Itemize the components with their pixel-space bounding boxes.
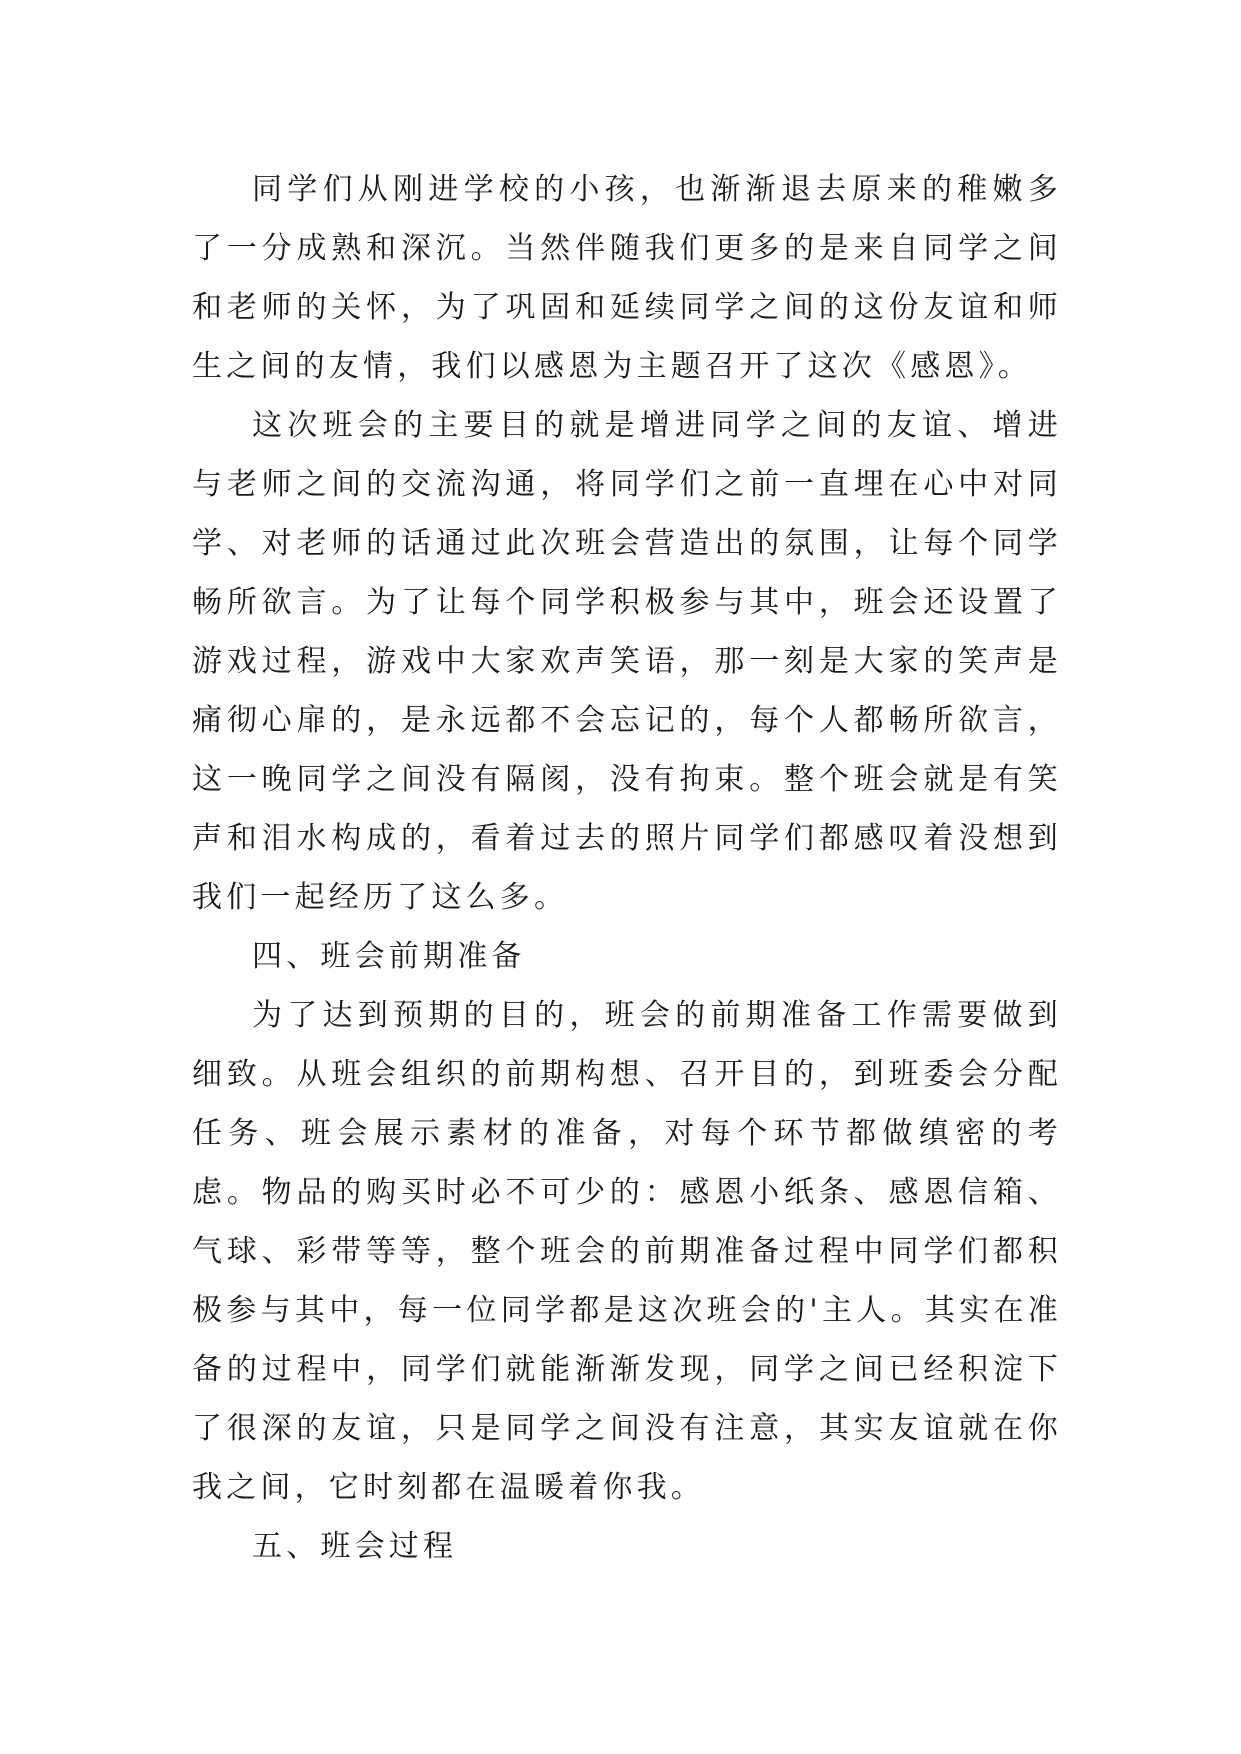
- paragraph-intro: 同学们从刚进学校的小孩，也渐渐退去原来的稚嫩多了一分成熟和深沉。当然伴随我们更多的是来自同学之间和老师的关怀，为了巩固和延续同学之间的这份友谊和师生之间的友情，我们以感恩为主题召开了这次《感恩》。: [192, 172, 1062, 384]
- paragraph-preparation: 为了达到预期的目的，班会的前期准备工作需要做到细致。从班会组织的前期构想、召开目的，到班委会分配任务、班会展示素材的准备，对每个环节都做缜密的考虑。物品的购买时必不可少的：感恩小纸条、感恩信箱、气球、彩带等等，整个班会的前期准备过程中同学们都积极参与其中，每一位同学都是这次班会的'主人。其实在准备的过程中，同学们就能渐渐发现，同学之间已经积淀下了很深的友谊，只是同学之间没有注意，其实友谊就在你我之间，它时刻都在温暖着你我。: [192, 998, 1062, 1505]
- section-heading-process: 五、班会过程: [252, 1529, 458, 1564]
- paragraph-purpose: 这次班会的主要目的就是增进同学之间的友谊、增进与老师之间的交流沟通，将同学们之前一直埋在心中对同学、对老师的话通过此次班会营造出的氛围，让每个同学畅所欲言。为了让每个同学积极参与其中，班会还设置了游戏过程，游戏中大家欢声笑语，那一刻是大家的笑声是痛彻心扉的，是永远都不会忘记的，每个人都畅所欲言，这一晚同学之间没有隔阂，没有拘束。整个班会就是有笑声和泪水构成的，看着过去的照片同学们都感叹着没想到我们一起经历了这么多。: [192, 408, 1062, 915]
- section-heading-preparation: 四、班会前期准备: [252, 939, 526, 974]
- document-body: [192, 160, 1062, 1576]
